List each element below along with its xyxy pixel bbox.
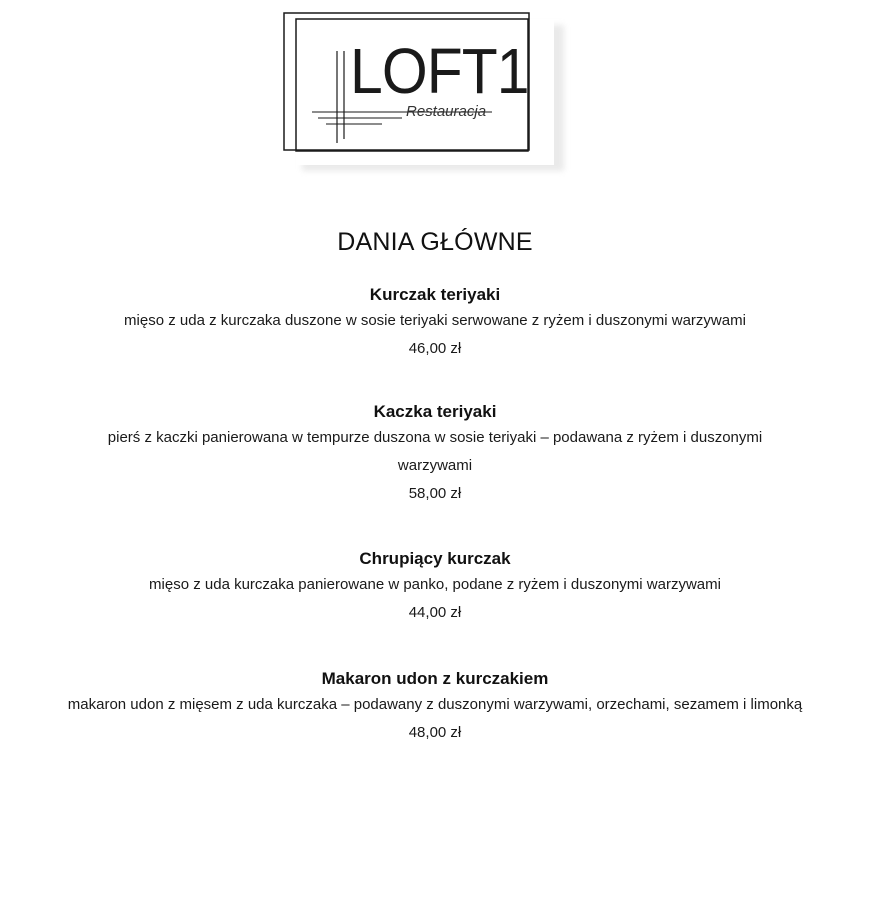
section-title: DANIA GŁÓWNE — [337, 228, 533, 256]
menu-item-price: 44,00 zł — [408, 604, 462, 621]
menu-item — [0, 400, 870, 508]
menu-item-name: Kaczka teriyaki — [373, 402, 497, 421]
menu-item-description: makaron udon z mięsem z uda kurczaka – podawany z duszonymi warzywami, orzechami, sezamem i limonką — [67, 696, 803, 713]
menu-item — [0, 547, 870, 627]
menu-item-description: mięso z uda z kurczaka duszone w sosie teriyaki serwowane z ryżem i duszonymi warzywami — [124, 312, 746, 329]
menu-item — [0, 667, 870, 747]
menu-item — [0, 283, 870, 363]
menu-item-name: Kurczak teriyaki — [369, 285, 501, 304]
menu-item-price: 48,00 zł — [408, 724, 462, 741]
menu-item-description: mięso z uda kurczaka panierowane w panko, podane z ryżem i duszonymi warzywami — [149, 576, 721, 593]
menu-item-name: Chrupiący kurczak — [359, 549, 511, 568]
menu-section — [0, 226, 870, 747]
menu-item-name: Makaron udon z kurczakiem — [321, 669, 549, 688]
menu-item-price: 46,00 zł — [408, 340, 462, 357]
logo-wordmark: LOFT1 — [350, 35, 529, 107]
menu-item-description: pierś z kaczki panierowana w tempurze duszona w sosie teriyaki – podawana z ryżem i duszonymi warzywami — [107, 429, 763, 474]
logo-subtitle: Restauracja — [406, 103, 487, 120]
menu-item-price: 58,00 zł — [408, 485, 462, 502]
restaurant-logo — [282, 11, 572, 177]
